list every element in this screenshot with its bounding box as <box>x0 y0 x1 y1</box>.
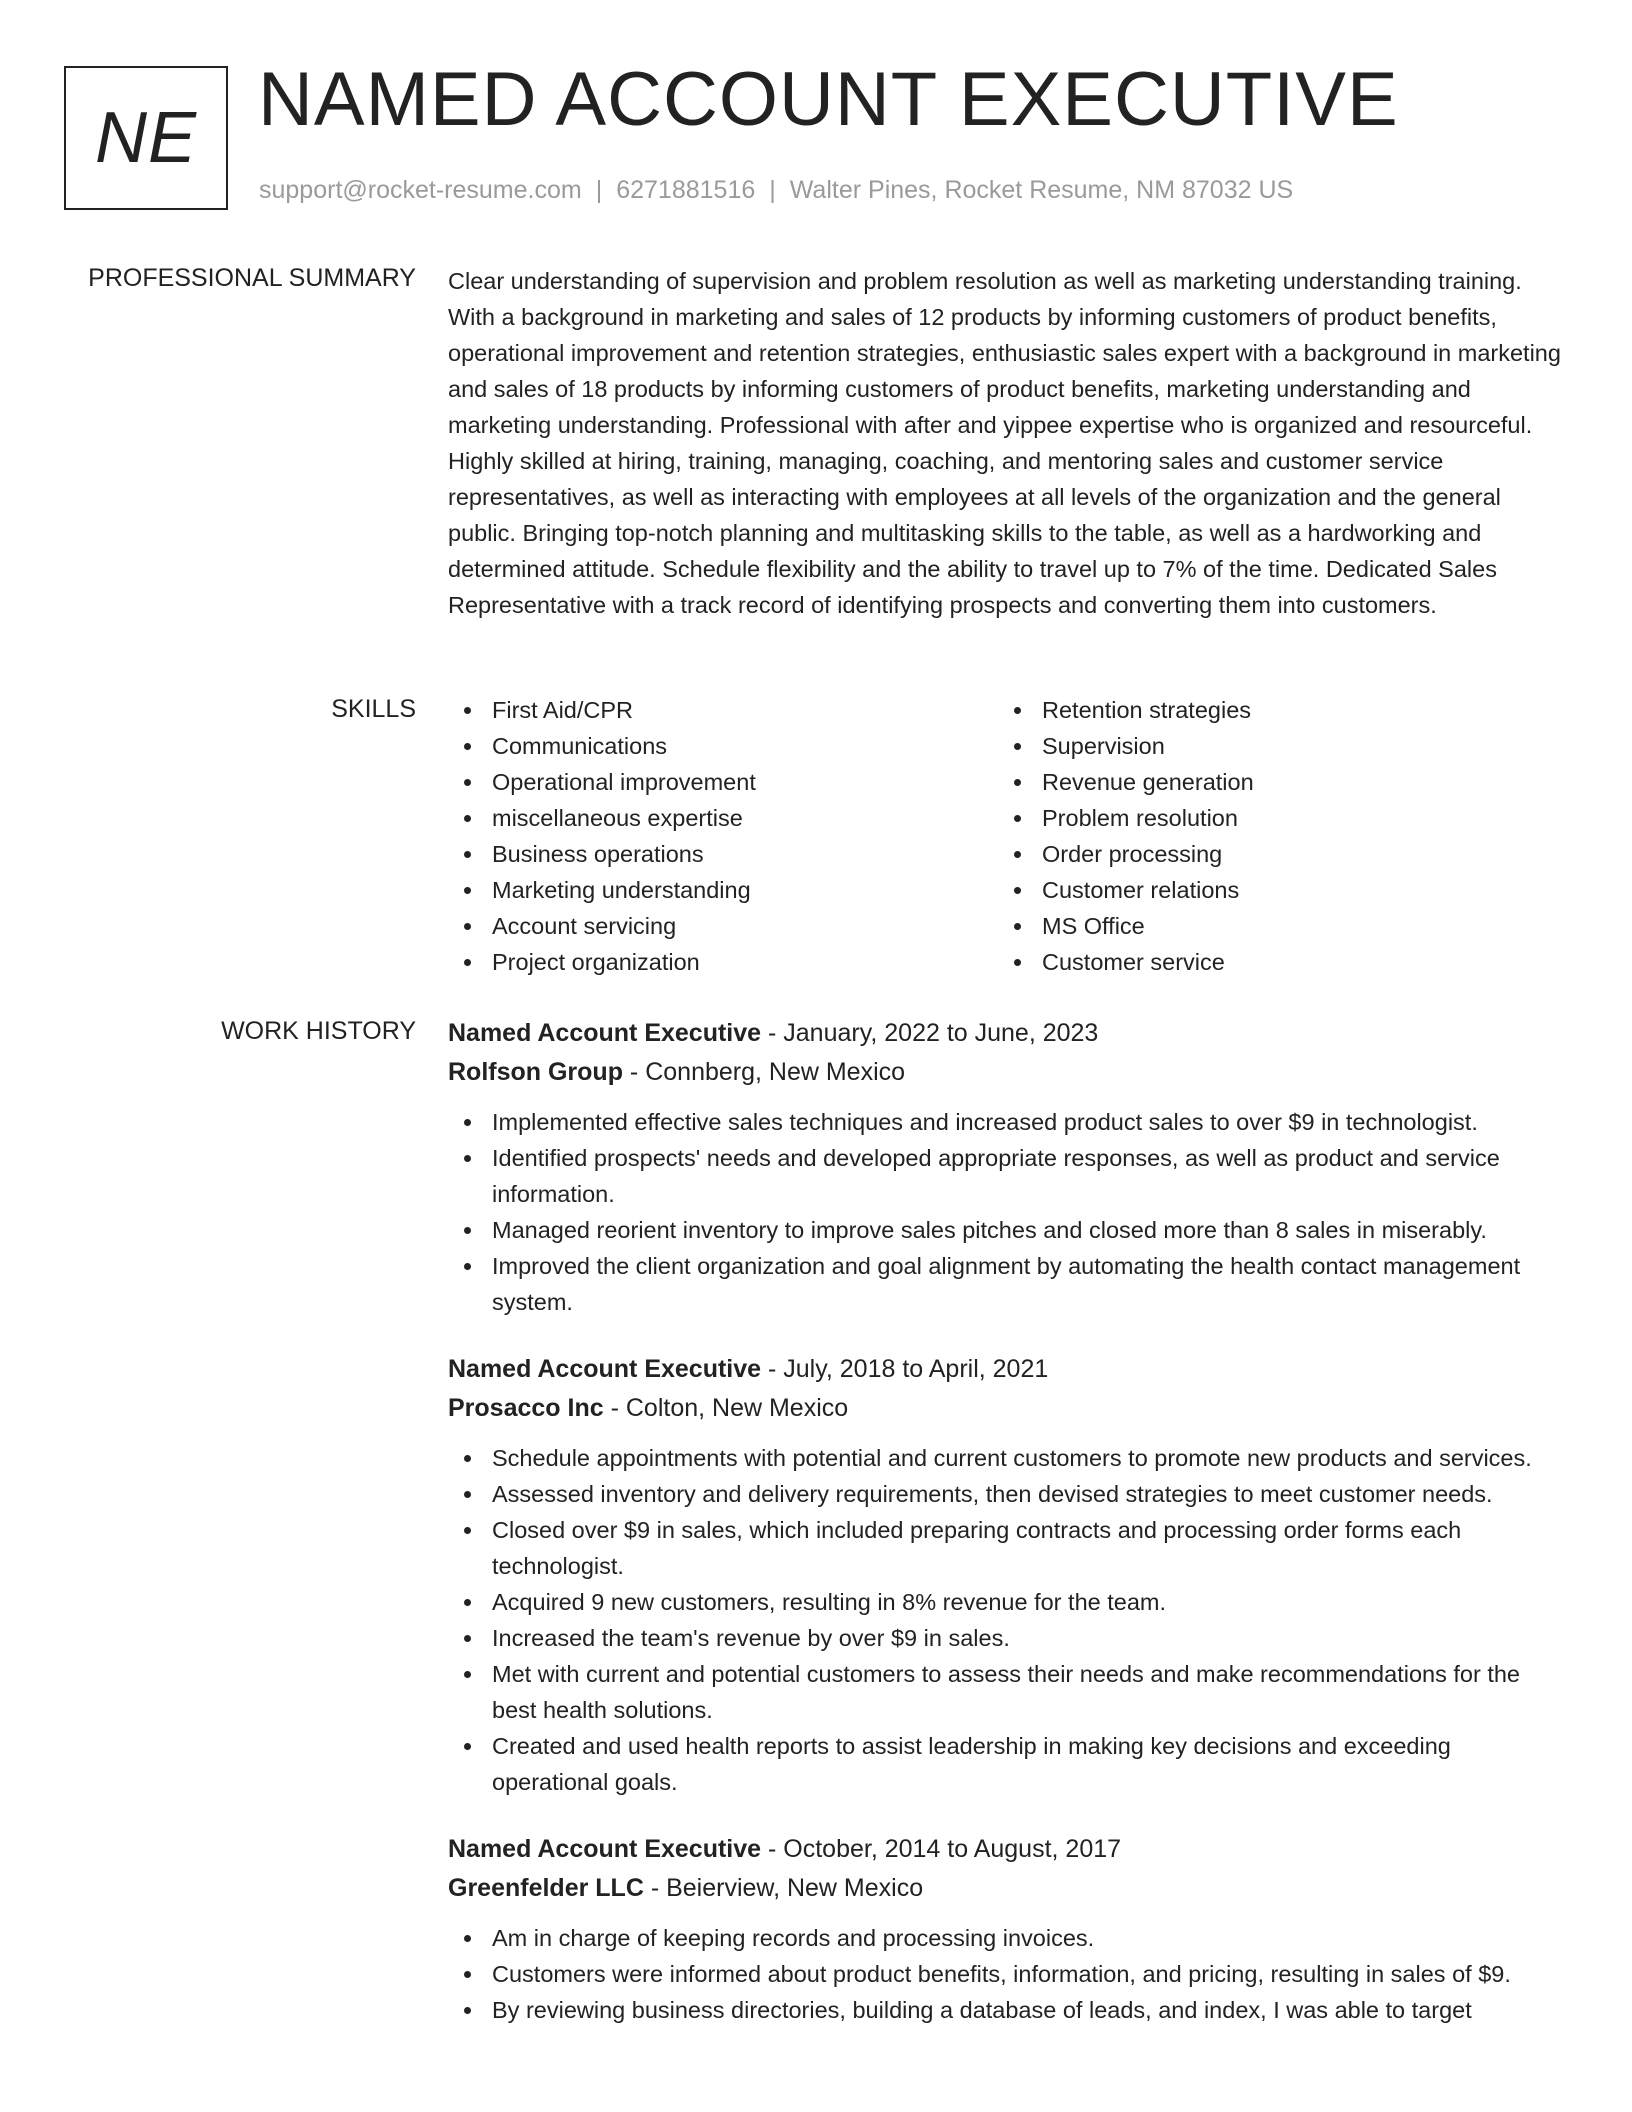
skill-item: Customer relations <box>998 872 1548 908</box>
job-title-line <box>448 1350 1566 1389</box>
summary-heading: PROFESSIONAL SUMMARY <box>88 264 416 292</box>
job-location: - Colton, New Mexico <box>603 1394 849 1422</box>
job-entry <box>448 1350 1566 1800</box>
monogram-badge <box>64 66 228 210</box>
contact-line <box>259 176 1293 205</box>
job-location: - Beierview, New Mexico <box>643 1874 924 1902</box>
job-entry <box>448 1830 1566 2028</box>
job-bullet: Am in charge of keeping records and processing invoices. <box>448 1920 1566 1956</box>
candidate-name: NAMED ACCOUNT EXECUTIVE <box>258 57 1399 142</box>
skill-item: Project organization <box>448 944 998 980</box>
job-bullet: Implemented effective sales techniques and increased product sales to over $9 in technologist. <box>448 1104 1566 1140</box>
contact-separator: | <box>769 176 776 204</box>
skill-item: miscellaneous expertise <box>448 800 998 836</box>
skill-item: Operational improvement <box>448 764 998 800</box>
job-bullet: Created and used health reports to assist leadership in making key decisions and exceeding operational goals. <box>448 1728 1566 1800</box>
skill-item: First Aid/CPR <box>448 692 998 728</box>
job-bullets <box>448 1104 1566 1320</box>
job-bullet: Improved the client organization and goal alignment by automating the health contact management system. <box>448 1248 1566 1320</box>
skill-item: Retention strategies <box>998 692 1548 728</box>
job-bullets <box>448 1920 1566 2028</box>
job-location: - Connberg, New Mexico <box>622 1058 906 1086</box>
job-bullets <box>448 1440 1566 1800</box>
skill-item: Account servicing <box>448 908 998 944</box>
job-dates: - January, 2022 to June, 2023 <box>761 1019 1099 1047</box>
skills-heading: SKILLS <box>331 695 416 723</box>
job-bullet: Managed reorient inventory to improve sales pitches and closed more than 8 sales in miserably. <box>448 1212 1566 1248</box>
contact-phone: 6271881516 <box>616 176 756 204</box>
job-dates: - July, 2018 to April, 2021 <box>761 1355 1049 1383</box>
job-company: Prosacco Inc <box>448 1394 604 1422</box>
job-title: Named Account Executive <box>448 1355 762 1383</box>
contact-separator: | <box>595 176 603 204</box>
job-company-line <box>448 1389 1566 1428</box>
job-bullet: Acquired 9 new customers, resulting in 8% revenue for the team. <box>448 1584 1566 1620</box>
job-bullet: Assessed inventory and delivery requirements, then devised strategies to meet customer needs. <box>448 1476 1566 1512</box>
skill-item: Customer service <box>998 944 1548 980</box>
contact-email: support@rocket-resume.com <box>259 176 582 204</box>
job-bullet: Increased the team's revenue by over $9 in sales. <box>448 1620 1566 1656</box>
job-bullet: Customers were informed about product benefits, information, and pricing, resulting in sales of $9. <box>448 1956 1566 1992</box>
summary-text: Clear understanding of supervision and problem resolution as well as marketing understanding training. With a background in marketing and sales of 12 products by informing customers of product benefits, operational improvement and retention strategies, enthusiastic sales expert with a background in marketing and sales of 18 products by informing customers of product benefits, marketing understanding and marketing understanding. Professional with after and yippee expertise who is organized and resourceful. Highly skilled at hiring, training, managing, coaching, and mentoring sales and customer service representatives, as well as interacting with employees at all levels of the organization and the general public. Bringing top-notch planning and multitasking skills to the table, as well as a hardworking and determined attitude. Schedule flexibility and the ability to travel up to 7% of the time. Dedicated Sales Representative with a track record of identifying prospects and converting them into customers. <box>448 268 1561 618</box>
job-entry <box>448 1014 1566 1320</box>
skills-columns <box>448 692 1566 980</box>
job-bullet: Schedule appointments with potential and current customers to promote new products and services. <box>448 1440 1566 1476</box>
skill-item: Marketing understanding <box>448 872 998 908</box>
job-company: Greenfelder LLC <box>448 1874 644 1902</box>
skill-item: Order processing <box>998 836 1548 872</box>
skill-item: Business operations <box>448 836 998 872</box>
job-company-line <box>448 1869 1566 1908</box>
job-bullet: Identified prospects' needs and developed appropriate responses, as well as product and service information. <box>448 1140 1566 1212</box>
work-history-heading: WORK HISTORY <box>221 1017 416 1045</box>
job-title-line <box>448 1830 1566 1869</box>
job-bullet: Met with current and potential customers to assess their needs and make recommendations for the best health solutions. <box>448 1656 1566 1728</box>
skills-list-left <box>448 692 998 980</box>
job-company-line <box>448 1053 1566 1092</box>
job-title-line <box>448 1014 1566 1053</box>
job-bullet: Closed over $9 in sales, which included preparing contracts and processing order forms each technologist. <box>448 1512 1566 1584</box>
skill-item: Revenue generation <box>998 764 1548 800</box>
job-bullet: By reviewing business directories, building a database of leads, and index, I was able to target <box>448 1992 1566 2028</box>
skill-item: MS Office <box>998 908 1548 944</box>
job-title: Named Account Executive <box>448 1835 762 1863</box>
job-company: Rolfson Group <box>448 1058 623 1086</box>
contact-address: Walter Pines, Rocket Resume, NM 87032 US <box>789 176 1294 204</box>
job-dates: - October, 2014 to August, 2017 <box>761 1835 1122 1863</box>
skills-list-right <box>998 692 1548 980</box>
skill-item: Supervision <box>998 728 1548 764</box>
monogram-text: NE <box>94 98 198 178</box>
skill-item: Communications <box>448 728 998 764</box>
jobs-list <box>448 1014 1566 2058</box>
job-title: Named Account Executive <box>448 1019 762 1047</box>
skill-item: Problem resolution <box>998 800 1548 836</box>
